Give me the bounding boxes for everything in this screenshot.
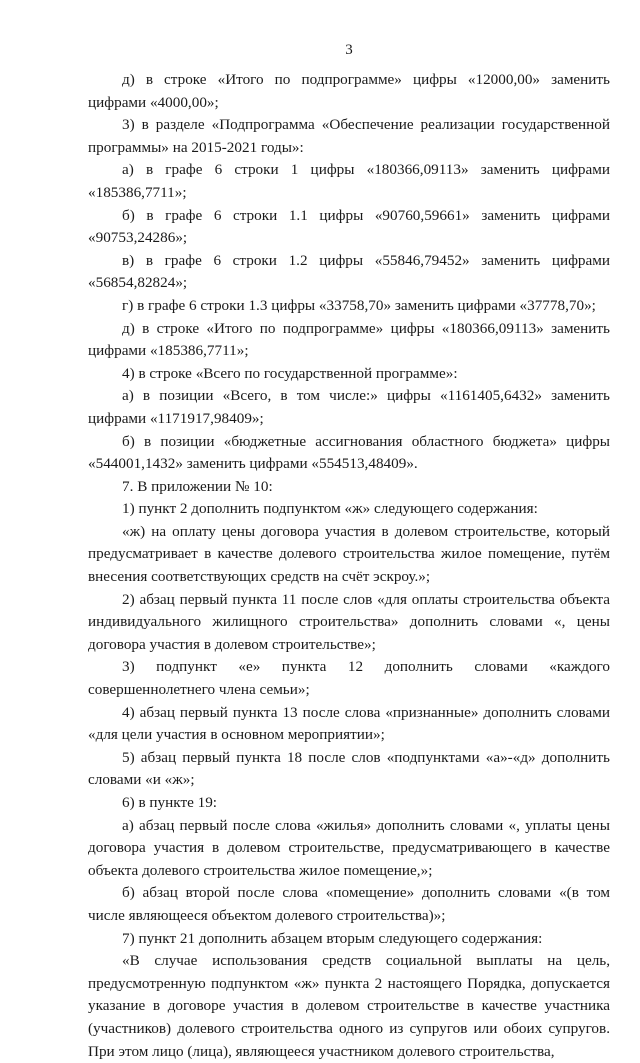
- paragraph: 1) пункт 2 дополнить подпунктом «ж» следующего содержания:: [122, 500, 538, 518]
- paragraph: д) в строке «Итого по подпрограмме» цифры «180366,09113» заменить цифрами «185386,7711»;: [88, 319, 610, 360]
- paragraph: 7. В приложении № 10:: [122, 477, 273, 495]
- paragraph: 3) в разделе «Подпрограмма «Обеспечение реализации государственной программы» на 2015-2021 годы»:: [88, 116, 610, 156]
- paragraph: «ж) на оплату цены договора участия в долевом строительстве, который предусматривает в качестве долевого строительства жилое помещение, путём внесения соответствующих средств на счёт эскроу.»;: [88, 522, 610, 586]
- page-number: 3: [345, 42, 353, 58]
- paragraph: б) в позиции «бюджетные ассигнования областного бюджета» цифры «544001,1432» заменить цифрами «554513,48409».: [88, 432, 610, 473]
- paragraph: 5) абзац первый пункта 18 после слов «подпунктами «а»-«д» дополнить словами «и «ж»;: [88, 748, 610, 789]
- paragraph: а) абзац первый после слова «жилья» дополнить словами «, уплаты цены договора участия в долевом строительстве, предусматривающего в качестве объекта долевого строительства жилое помещение,»;: [88, 816, 610, 879]
- paragraph: г) в графе 6 строки 1.3 цифры «33758,70» заменить цифрами «37778,70»;: [122, 296, 596, 314]
- paragraph: 6) в пункте 19:: [122, 794, 218, 811]
- paragraph: б) абзац второй после слова «помещение» дополнить словами «(в том числе являющееся объектом долевого строительства)»;: [88, 884, 610, 924]
- paragraph: 4) в строке «Всего по государственной программе»:: [122, 364, 458, 382]
- paragraph: д) в строке «Итого по подпрограмме» цифры «12000,00» заменить цифрами «4000,00»;: [88, 71, 610, 111]
- paragraph: в) в графе 6 строки 1.2 цифры «55846,79452» заменить цифрами «56854,82824»;: [88, 251, 610, 292]
- paragraph: 4) абзац первый пункта 13 после слова «признанные» дополнить словами «для цели участия в основном мероприятии»;: [88, 703, 610, 744]
- paragraph: а) в графе 6 строки 1 цифры «180366,09113» заменить цифрами «185386,7711»;: [88, 161, 610, 201]
- paragraph: 7) пункт 21 дополнить абзацем вторым следующего содержания:: [122, 929, 543, 947]
- paragraph: «В случае использования средств социальной выплаты на цель, предусмотренную подпунктом «ж» пункта 2 настоящего Порядка, допускается указание в договоре участия в долевом строительстве в качестве участника (участников) долевого строительства одного из супругов или обоих супругов. При этом лицо (лица), являющееся участником долевого строительства,: [88, 952, 610, 1060]
- paragraph: а) в позиции «Всего, в том числе:» цифры «1161405,6432» заменить цифрами «1171917,98409»;: [88, 387, 610, 427]
- paragraph: 2) абзац первый пункта 11 после слов «для оплаты строительства объекта индивидуального жилищного строительства» дополнить словами «, цены договора участия в долевом строительстве»;: [88, 590, 610, 653]
- paragraph: 3) подпункт «е» пункта 12 дополнить словами «каждого совершеннолетнего члена семьи»;: [88, 658, 610, 699]
- document-body: [88, 69, 610, 1063]
- paragraph: б) в графе 6 строки 1.1 цифры «90760,59661» заменить цифрами «90753,24286»;: [88, 206, 610, 247]
